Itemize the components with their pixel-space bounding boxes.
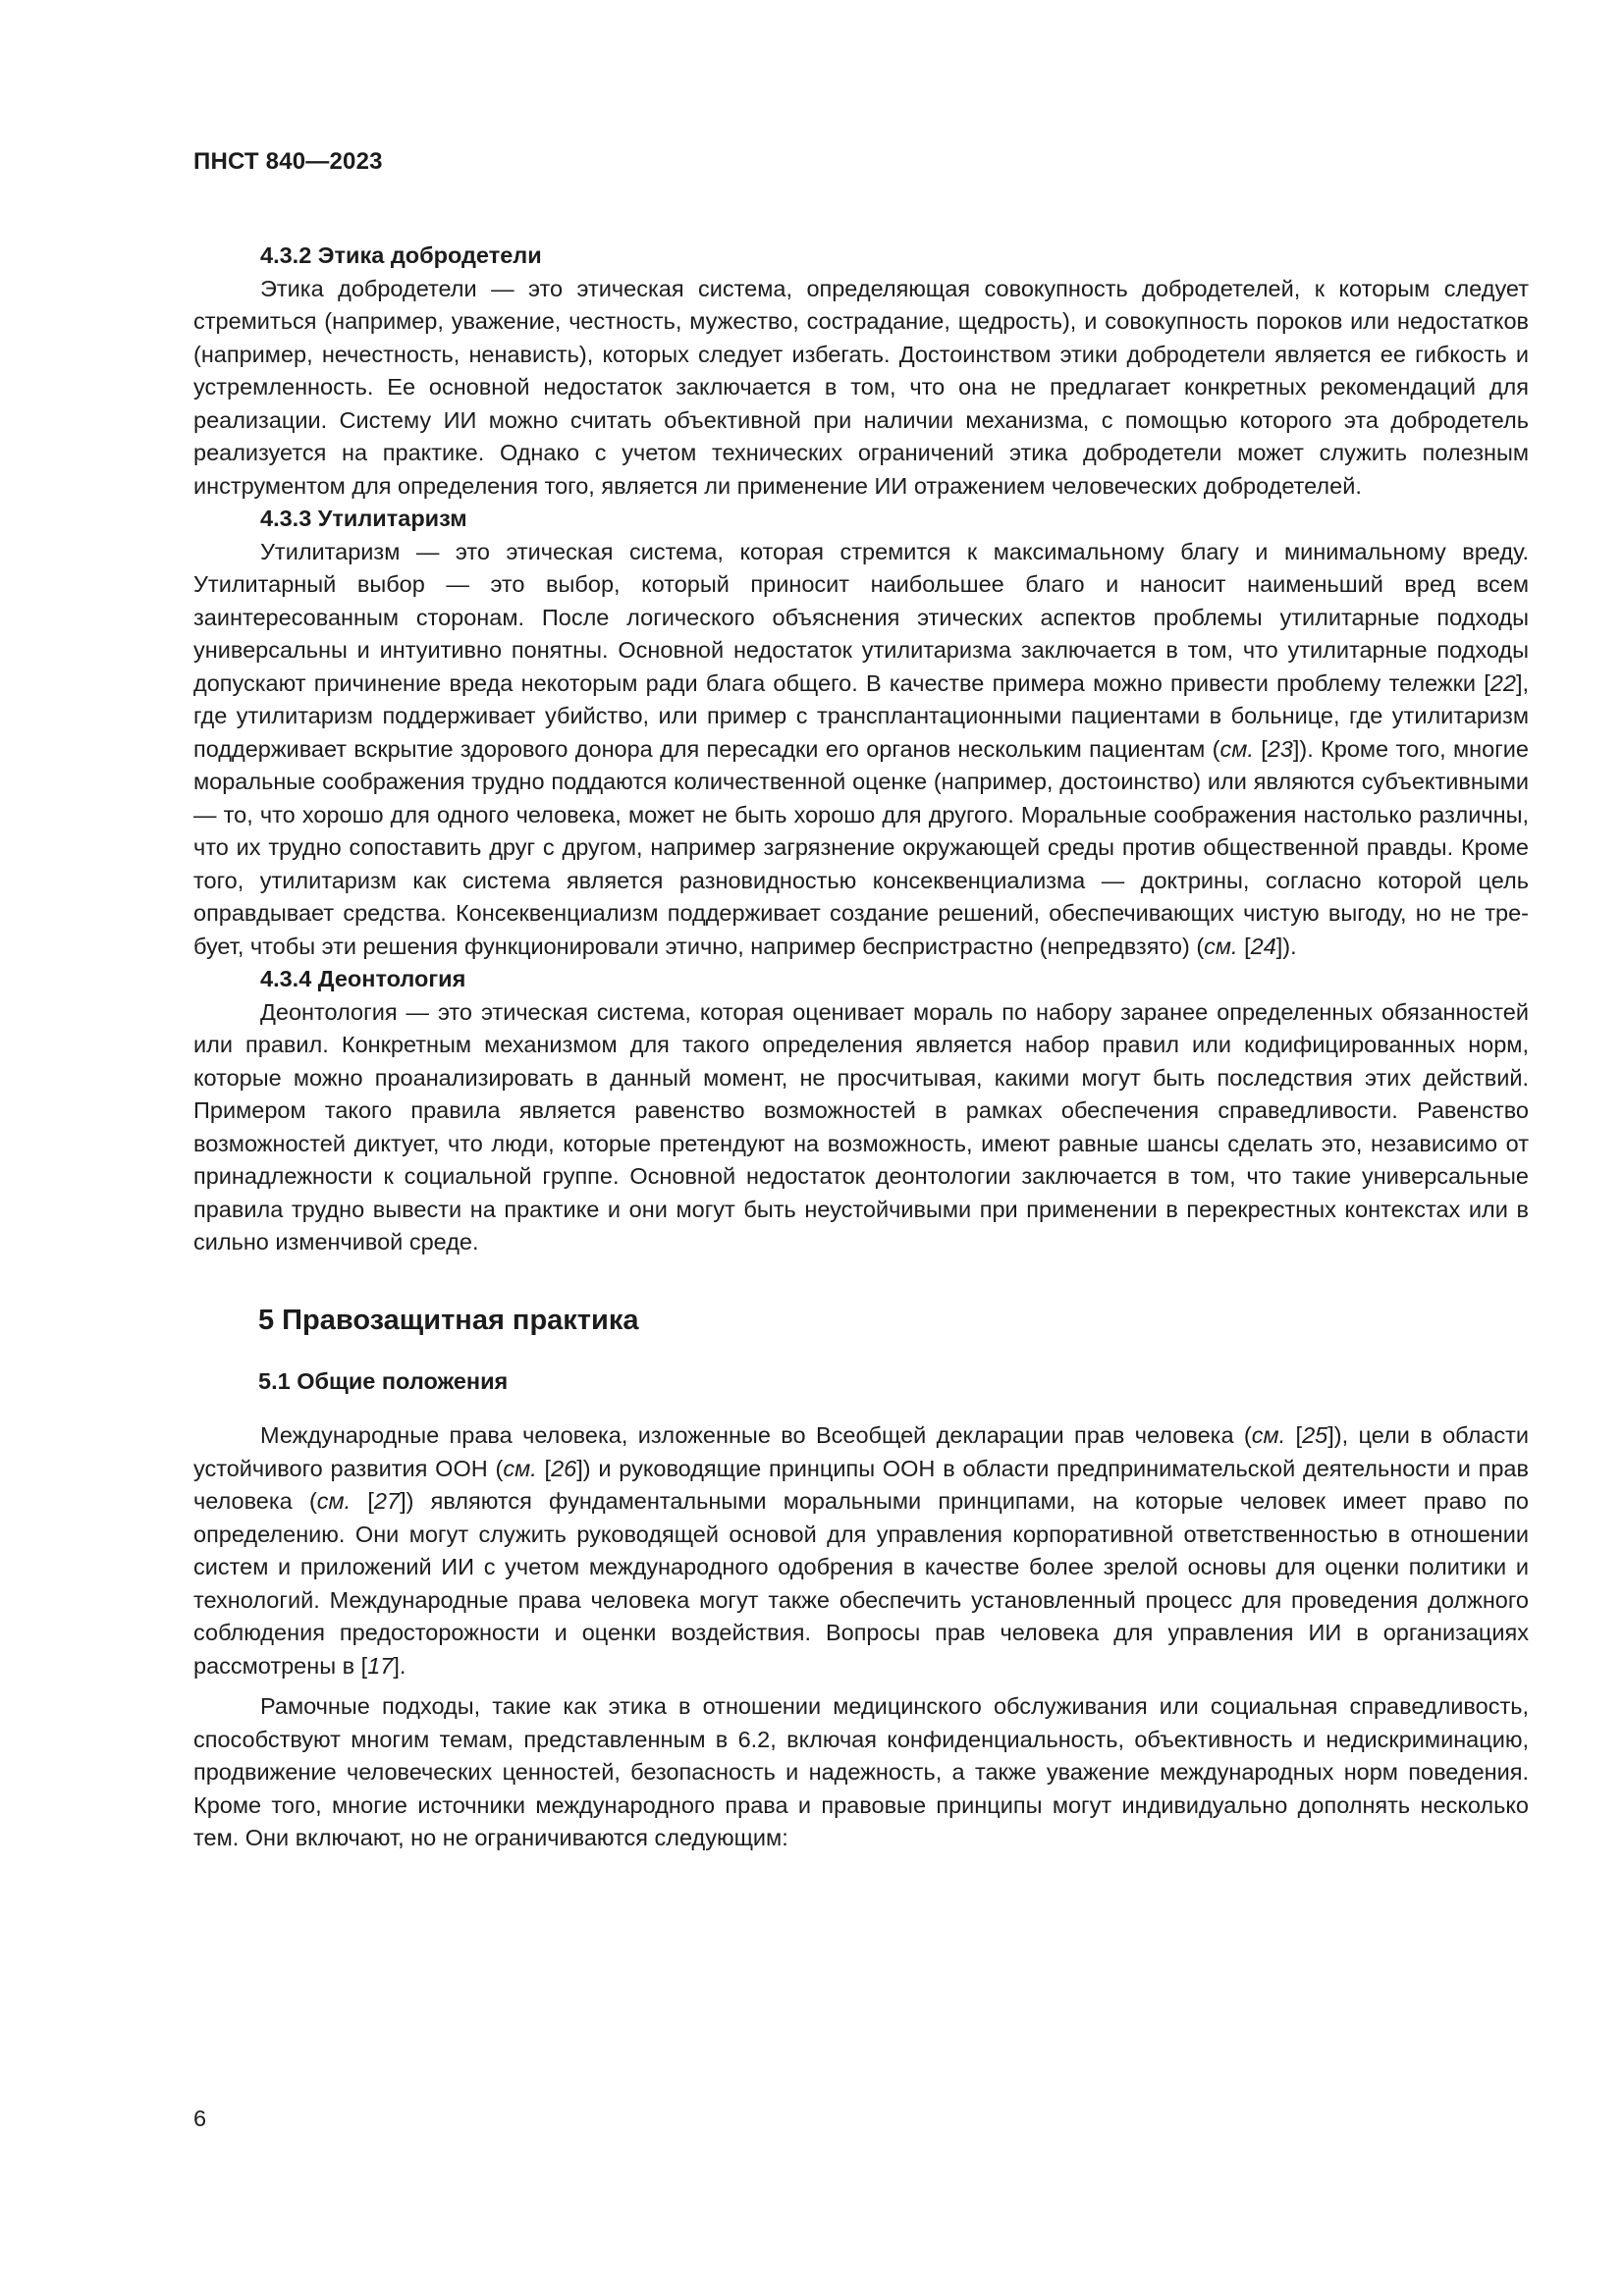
- reference-number: 22: [1489, 669, 1516, 696]
- text-run: [: [1237, 933, 1251, 959]
- document-id-header: ПНСТ 840—2023: [193, 148, 383, 175]
- clause-4-3-3-heading: 4.3.3 Утилитаризм: [260, 506, 467, 531]
- text-run: Утилитаризм — это этическая система, которая стремится к максимальному благу и минимальному вреду. Утилитарный выбор — это выбор, который приносит наибольшее благо и наносит наименьший вред всем заинтересованным сторонам. После логического объяснения этических аспектов проблемы утилитарные подходы универсальны и интуитивно понятны. Основной недостаток утилитаризма заключается в том, что утилитарные подходы допускают причинение вреда некоторым ради блага общего. В качестве примера можно привести проблему тележки [: [193, 538, 1529, 696]
- text-run: ]). Кроме того, многие моральные соображения трудно поддаются количественной оценке (например, достоинство) или являются субъективными — то, что хорошо для одного человека, может не быть хорошо для другого. Моральные соображения настолько различны, что их трудно сопоставить друг с другом, например загрязнение окружающей среды против общественной правды. Кроме того, утилитаризм как система является разновидностью консеквенциализма — доктрины, согласно которой цель оправдывает средства. Консеквенциализм поддерживает создание решений, обеспечивающих чистую выгоду, но не требует, чтобы эти решения функционировали этично, например беспристрастно (непредвзято) (: [193, 735, 1529, 959]
- reference-number: 25: [1302, 1422, 1328, 1448]
- see-abbreviation: см.: [316, 1488, 352, 1514]
- page-number: 6: [193, 2106, 207, 2131]
- text-run: ], где утилитаризм поддерживает убийство, или пример с трансплантационными пациентами в больнице, где утилитаризм поддерживает вскрытие здорового донора для пересадки его органов нескольким пациентам (: [193, 669, 1529, 762]
- document-page: [193, 147, 1529, 1855]
- text-run: [: [1285, 1422, 1303, 1448]
- see-abbreviation: см.: [503, 1455, 537, 1481]
- text-run: ]), цели в области устойчивого развития ООН (: [193, 1422, 1530, 1481]
- clause-4-3-2-heading: 4.3.2 Этика добродетели: [260, 242, 542, 268]
- reference-number: 27: [373, 1488, 401, 1514]
- clause-4-3-3-text: [193, 536, 1529, 964]
- text-run: ].: [393, 1652, 406, 1679]
- text-run: [: [351, 1488, 374, 1514]
- text-run: [: [536, 1455, 552, 1481]
- clause-5-1-heading: 5.1 Общие положения: [258, 1367, 509, 1394]
- reference-number: 24: [1250, 933, 1276, 959]
- reference-number: 17: [367, 1652, 394, 1679]
- see-abbreviation: см.: [1251, 1422, 1286, 1448]
- see-abbreviation: см.: [1204, 933, 1238, 959]
- see-abbreviation: см.: [1219, 735, 1254, 762]
- clause-5-1-paragraph-1: [193, 1419, 1529, 1682]
- clause-4-3-4-heading: 4.3.4 Деонтология: [260, 966, 466, 991]
- text-run: ]) и руководящие принципы ООН в области предпринимательской деятельности и прав человека (: [193, 1455, 1529, 1514]
- text-run: ]).: [1275, 933, 1297, 959]
- clause-4-3-4-text: Деонтология — это этическая система, которая оценивает мораль по набору заранее определенных обязанностей или правил. Конкретным механизмом для такого определения является набор правил или кодифицированных норм, которые можно проанализировать в данный момент, не просчитывая, какими могут быть последствия этих действий. Примером такого правила является равенство возможностей в рамках обеспечения справедливости. Равенство возможностей диктует, что люди, которые претендуют на возможность, имеют равные шансы сделать это, независимо от принадлежности к социальной группе. Основной недостаток деонтологии заключается в том, что такие универсальные правила трудно вывести на практике и они могут быть неустойчивыми при применении в перекрестных контекстах или в сильно изменчивой среде.: [193, 998, 1529, 1255]
- text-run: [: [1253, 735, 1268, 762]
- text-run: Международные права человека, изложенные во Всеобщей декларации прав человека (: [260, 1422, 1252, 1448]
- clause-5-1-paragraph-2: Рамочные подходы, такие как этика в отношении медицинского обслуживания или социальная справедливость, способствуют многим темам, представленным в 6.2, включая конфиденциальность, объективность и недискриминацию, продвижение человеческих ценностей, безопасность и надежность, а также уважение международных норм поведения. Кроме того, многие источники международного права и правовые принципы могут индивидуально дополнять несколько тем. Они включают, но не ограничиваются следующим:: [193, 1693, 1529, 1850]
- reference-number: 26: [551, 1455, 577, 1481]
- text-run: ]) являются фундаментальными моральными принципами, на которые человек имеет право по определению. Они могут служить руководящей основой для управления корпоративной ответственностью в отношении систем и приложений ИИ с учетом международного одобрения в качестве более зрелой основы для оценки политики и технологий. Международные права человека могут также обеспечить установленный процесс для проведения должного соблюдения предосторожности и оценки воздействия. Вопросы прав человека для управления ИИ в организациях рассмотрены в [: [193, 1488, 1529, 1679]
- section-5-heading: 5 Правозащитная практика: [258, 1304, 639, 1336]
- reference-number: 23: [1267, 735, 1293, 762]
- clause-4-3-2-text: Этика добродетели — это этическая система, определяющая совокупность добродетелей, к которым следует стремиться (например, уважение, честность, мужество, сострадание, щедрость), и совокупность пороков или недостатков (например, нечестность, ненависть), которых следует избегать. Достоинством этики добродетели является ее гибкость и устремленность. Ее основной недостаток заключается в том, что она не предлагает конкретных рекомендаций для реализации. Систему ИИ можно считать объективной при наличии механизма, с помощью которого эта добродетель реализуется на практике. Однако с учетом технических ограничений этика добродетели может служить полезным инструментом для определения того, является ли применение ИИ отражением человеческих добродетелей.: [193, 275, 1529, 499]
